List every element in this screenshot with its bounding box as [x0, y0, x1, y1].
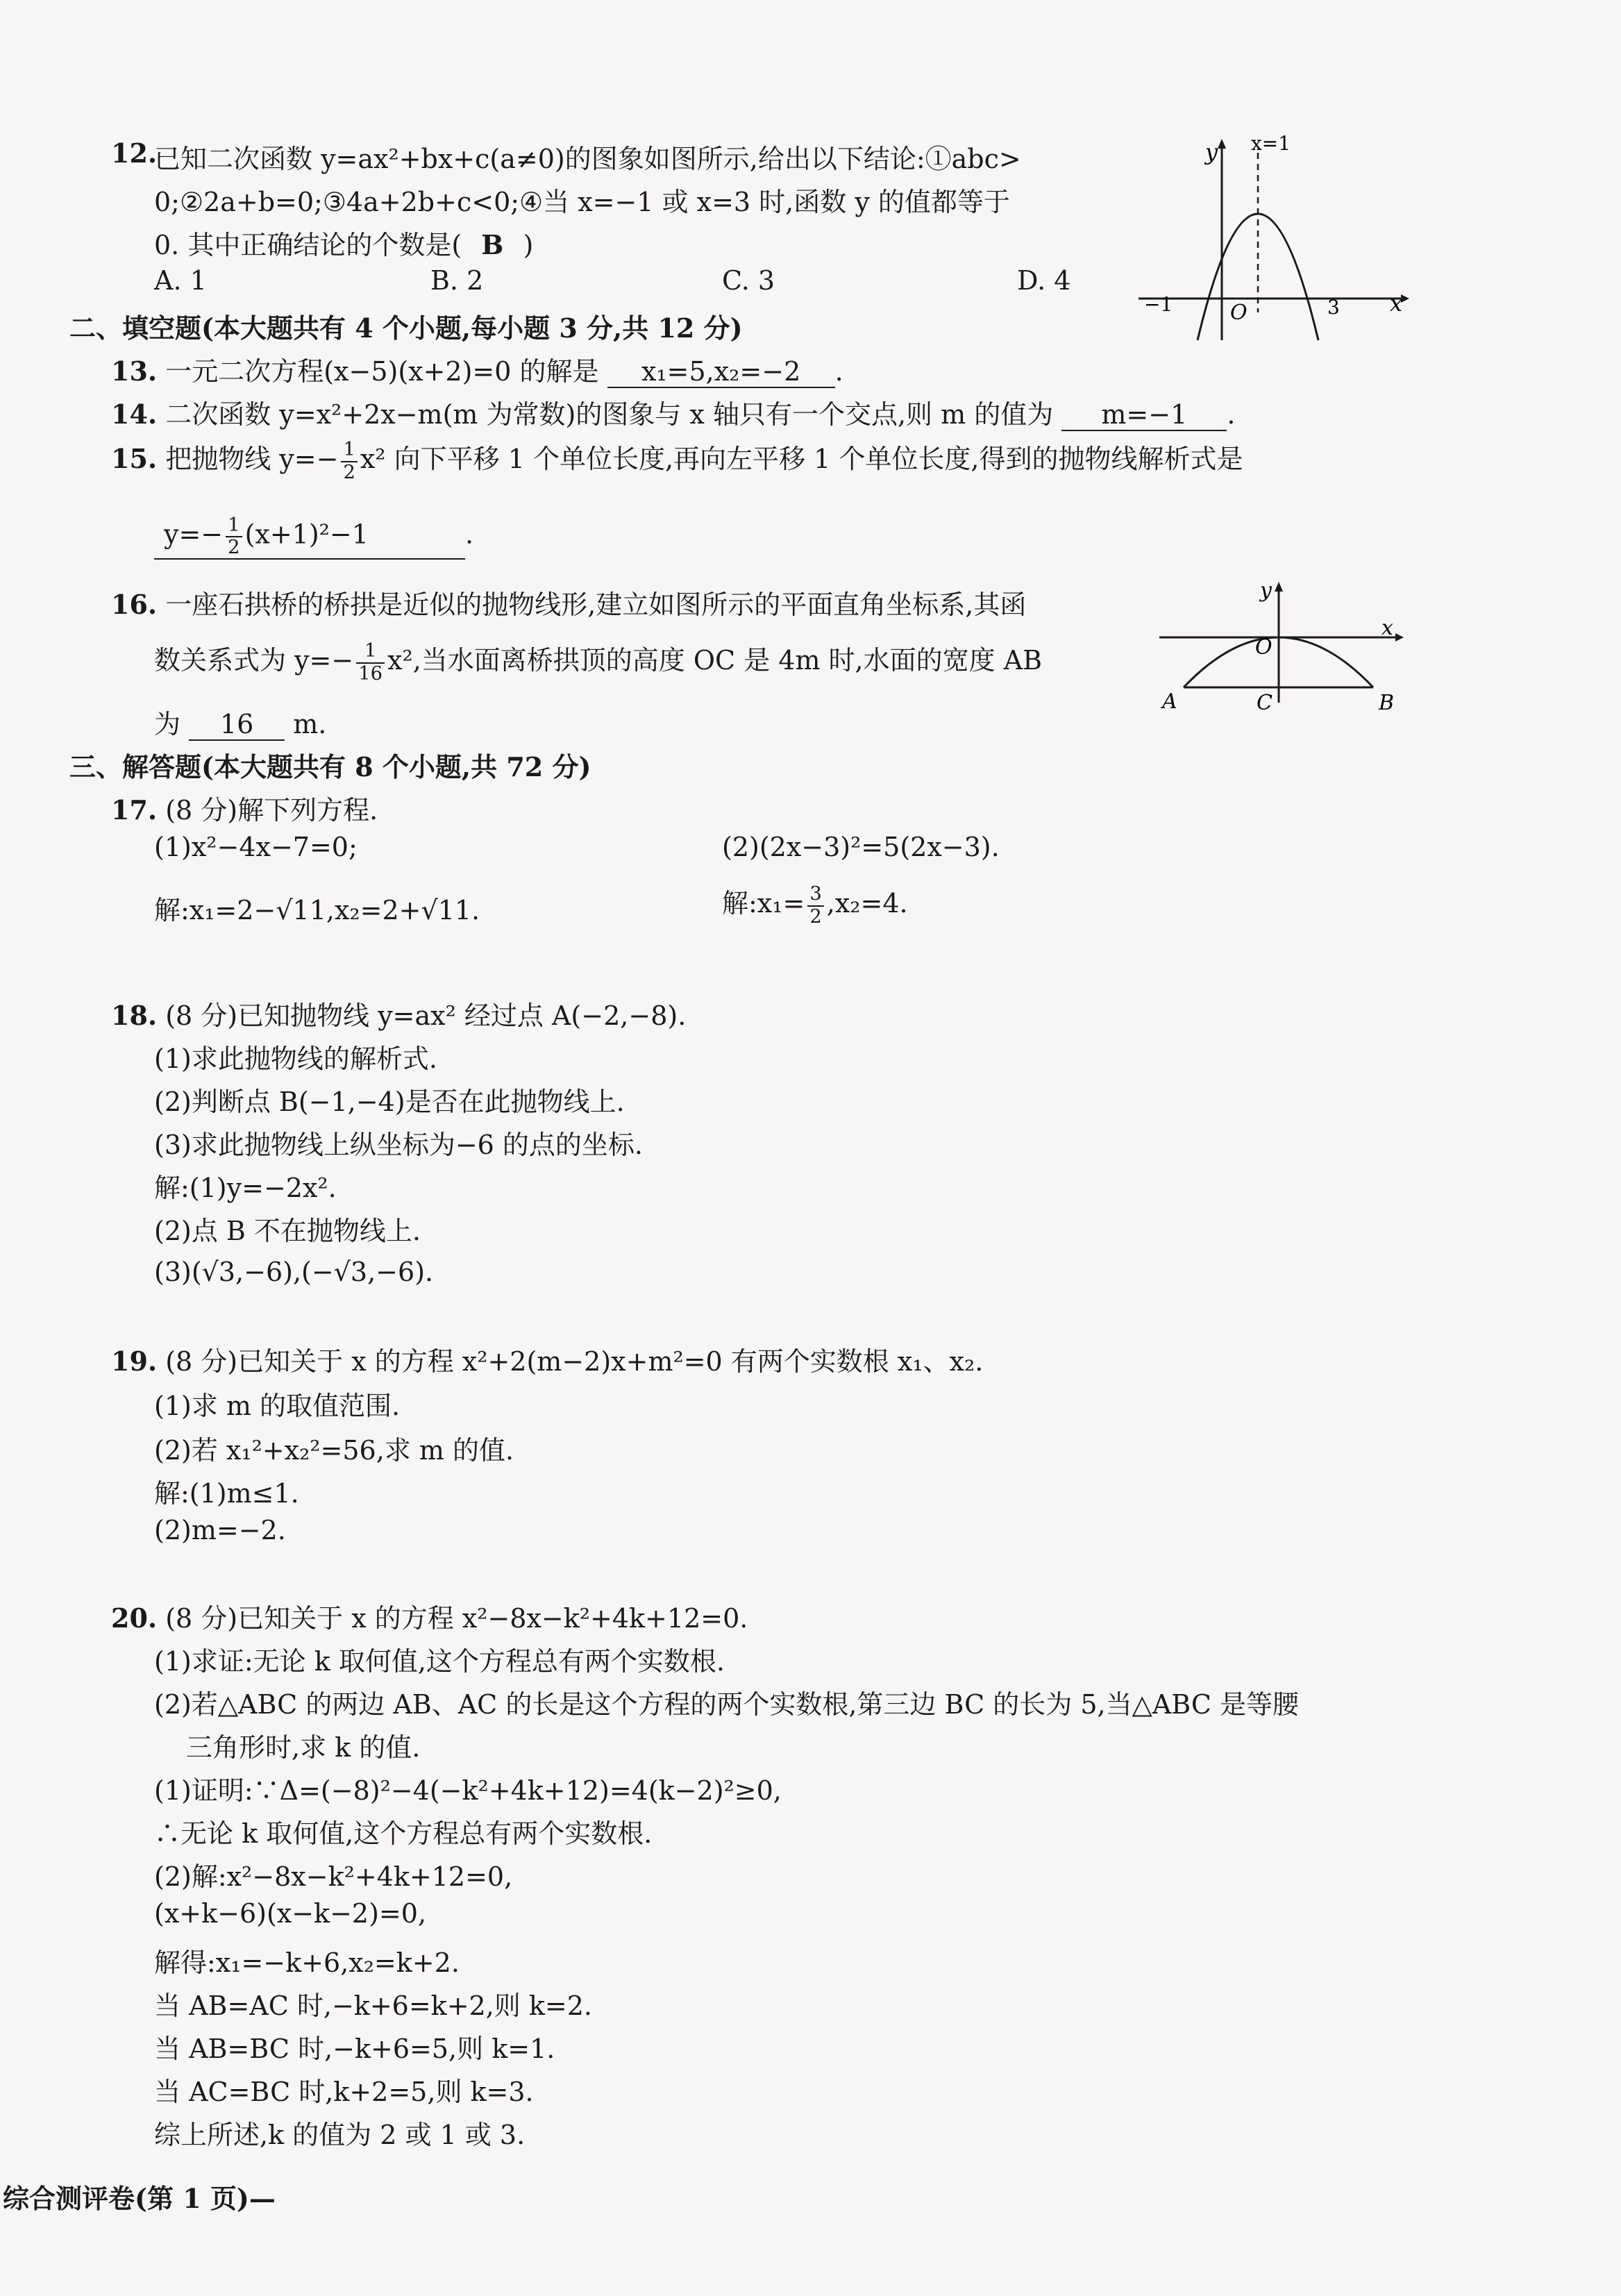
q16-line1: 16. 一座石拱桥的桥拱是近似的抛物线形,建立如图所示的平面直角坐标系,其函	[111, 589, 1027, 620]
point-a-label: A	[1162, 689, 1177, 714]
q18-line: (2)点 B 不在抛物线上.	[154, 1216, 421, 1246]
x-axis-label: x	[1381, 616, 1393, 640]
q17-solution1: 解:x₁=2−√11,x₂=2+√11.	[154, 895, 480, 925]
q19-line: (1)求 m 的取值范围.	[154, 1391, 401, 1421]
y-axis-label: y	[1260, 578, 1272, 603]
section-2-title: 二、填空题(本大题共有 4 个小题,每小题 3 分,共 12 分)	[69, 312, 743, 344]
q20-line: 当 AB=BC 时,−k+6=5,则 k=1.	[154, 2034, 555, 2064]
q16-answer: 16	[189, 709, 285, 741]
q15-answer-line: y=− $\frac{1}{2}$ (x+1)²−1 .	[154, 515, 473, 560]
section-3-title: 三、解答题(本大题共有 8 个小题,共 72 分)	[69, 751, 591, 782]
q18-line: (2)判断点 B(−1,−4)是否在此抛物线上.	[154, 1087, 625, 1117]
q18-title: 18. (8 分)已知抛物线 y=ax² 经过点 A(−2,−8).	[111, 1000, 687, 1031]
q12-parabola-graph	[1132, 132, 1409, 347]
q18-line: (3)(√3,−6),(−√3,−6).	[154, 1257, 434, 1287]
x-axis-arrow	[1395, 633, 1404, 642]
q20-line: 三角形时,求 k 的值.	[186, 1732, 421, 1763]
left-root-label: −1	[1144, 293, 1173, 316]
q13-answer: x₁=5,x₂=−2	[607, 356, 835, 388]
q15-answer: y=− $\frac{1}{2}$ (x+1)²−1	[154, 515, 465, 560]
q20-line: (x+k−6)(x−k−2)=0,	[154, 1898, 427, 1929]
x-axis-label: x	[1390, 290, 1403, 317]
q14-answer: m=−1	[1061, 399, 1227, 431]
q20-line: (2)若△ABC 的两边 AB、AC 的长是这个方程的两个实数根,第三边 BC 的长为 5,当△ABC 是等腰	[154, 1689, 1300, 1720]
q16-fraction: $\frac{1}{16}$	[356, 641, 385, 684]
q20-line: 当 AC=BC 时,k+2=5,则 k=3.	[154, 2077, 534, 2107]
q19-line: (2)若 x₁²+x₂²=56,求 m 的值.	[154, 1435, 514, 1466]
q19-line: 解:(1)m≤1.	[154, 1478, 299, 1509]
q12-line1: 已知二次函数 y=ax²+bx+c(a≠0)的图象如图所示,给出以下结论:①abc>	[154, 144, 1021, 174]
q20-line: ∴无论 k 取何值,这个方程总有两个实数根.	[154, 1818, 653, 1849]
q12-option-d: D. 4	[1017, 265, 1071, 296]
q20-line: (1)求证:无论 k 取何值,这个方程总有两个实数根.	[154, 1646, 725, 1677]
q17-title: 17. (8 分)解下列方程.	[111, 794, 378, 826]
q20-title: 20. (8 分)已知关于 x 的方程 x²−8x−k²+4k+12=0.	[111, 1602, 748, 1634]
q12-option-b: B. 2	[430, 265, 484, 296]
y-axis-arrow	[1275, 582, 1283, 592]
y-axis-label: y	[1205, 139, 1218, 165]
q13: 13. 一元二次方程(x−5)(x+2)=0 的解是 x₁=5,x₂=−2 .	[111, 355, 843, 387]
q12-line2: 0;②2a+b=0;③4a+2b+c<0;④当 x=−1 或 x=3 时,函数 y 的值都等于	[154, 187, 1010, 217]
y-axis-arrow	[1218, 139, 1226, 149]
q20-line: (1)证明:∵Δ=(−8)²−4(−k²+4k+12)=4(k−2)²≥0,	[154, 1775, 782, 1806]
page-footer: 综合测评卷(第 1 页)—	[3, 2183, 276, 2214]
q20-line: 综上所述,k 的值为 2 或 1 或 3.	[154, 2120, 526, 2150]
q18-line: 解:(1)y=−2x².	[154, 1173, 337, 1203]
point-o-label: O	[1255, 635, 1273, 660]
right-root-label: 3	[1327, 296, 1340, 319]
q16-bridge-graph	[1152, 576, 1409, 715]
symmetry-axis-label: x=1	[1251, 132, 1291, 155]
q14: 14. 二次函数 y=x²+2x−m(m 为常数)的图象与 x 轴只有一个交点,则 m 的值为 m=−1 .	[111, 399, 1236, 430]
q16-line2: 数关系式为 y=− $\frac{1}{16}$ x²,当水面离桥拱顶的高度 OC 是 4m 时,水面的宽度 AB	[154, 640, 1043, 685]
q12-answer: B	[481, 229, 504, 260]
q19-line: (2)m=−2.	[154, 1515, 286, 1545]
q15-fraction: $\frac{1}{2}$	[341, 439, 357, 483]
q15-prompt: 15. 把抛物线 y=− $\frac{1}{2}$ x² 向下平移 1 个单位长度,再向左平移 1 个单位长度,得到的抛物线解析式是	[111, 439, 1243, 483]
q20-line: 当 AB=AC 时,−k+6=k+2,则 k=2.	[154, 1991, 593, 2021]
origin-label: O	[1230, 301, 1248, 325]
q17-part2: (2)(2x−3)²=5(2x−3).	[722, 832, 1000, 862]
q12-option-a: A. 1	[154, 265, 207, 296]
q16-line3: 为 16 m.	[154, 709, 327, 739]
q12-line3: 0. 其中正确结论的个数是( B )	[154, 229, 534, 260]
q20-line: (2)解:x²−8x−k²+4k+12=0,	[154, 1861, 513, 1892]
q19-title: 19. (8 分)已知关于 x 的方程 x²+2(m−2)x+m²=0 有两个实数根 x₁、x₂.	[111, 1346, 984, 1377]
point-c-label: C	[1257, 691, 1273, 715]
q17-part1: (1)x²−4x−7=0;	[154, 832, 358, 862]
q18-line: (3)求此抛物线上纵坐标为−6 的点的坐标.	[154, 1130, 644, 1160]
q17-solution2: 解:x₁= $\frac{3}{2}$ ,x₂=4.	[722, 883, 908, 928]
q20-line: 解得:x₁=−k+6,x₂=k+2.	[154, 1947, 460, 1978]
q12-number: 12.	[111, 137, 158, 169]
q18-line: (1)求此抛物线的解析式.	[154, 1044, 437, 1074]
q12-option-c: C. 3	[722, 265, 775, 296]
point-b-label: B	[1379, 691, 1395, 715]
